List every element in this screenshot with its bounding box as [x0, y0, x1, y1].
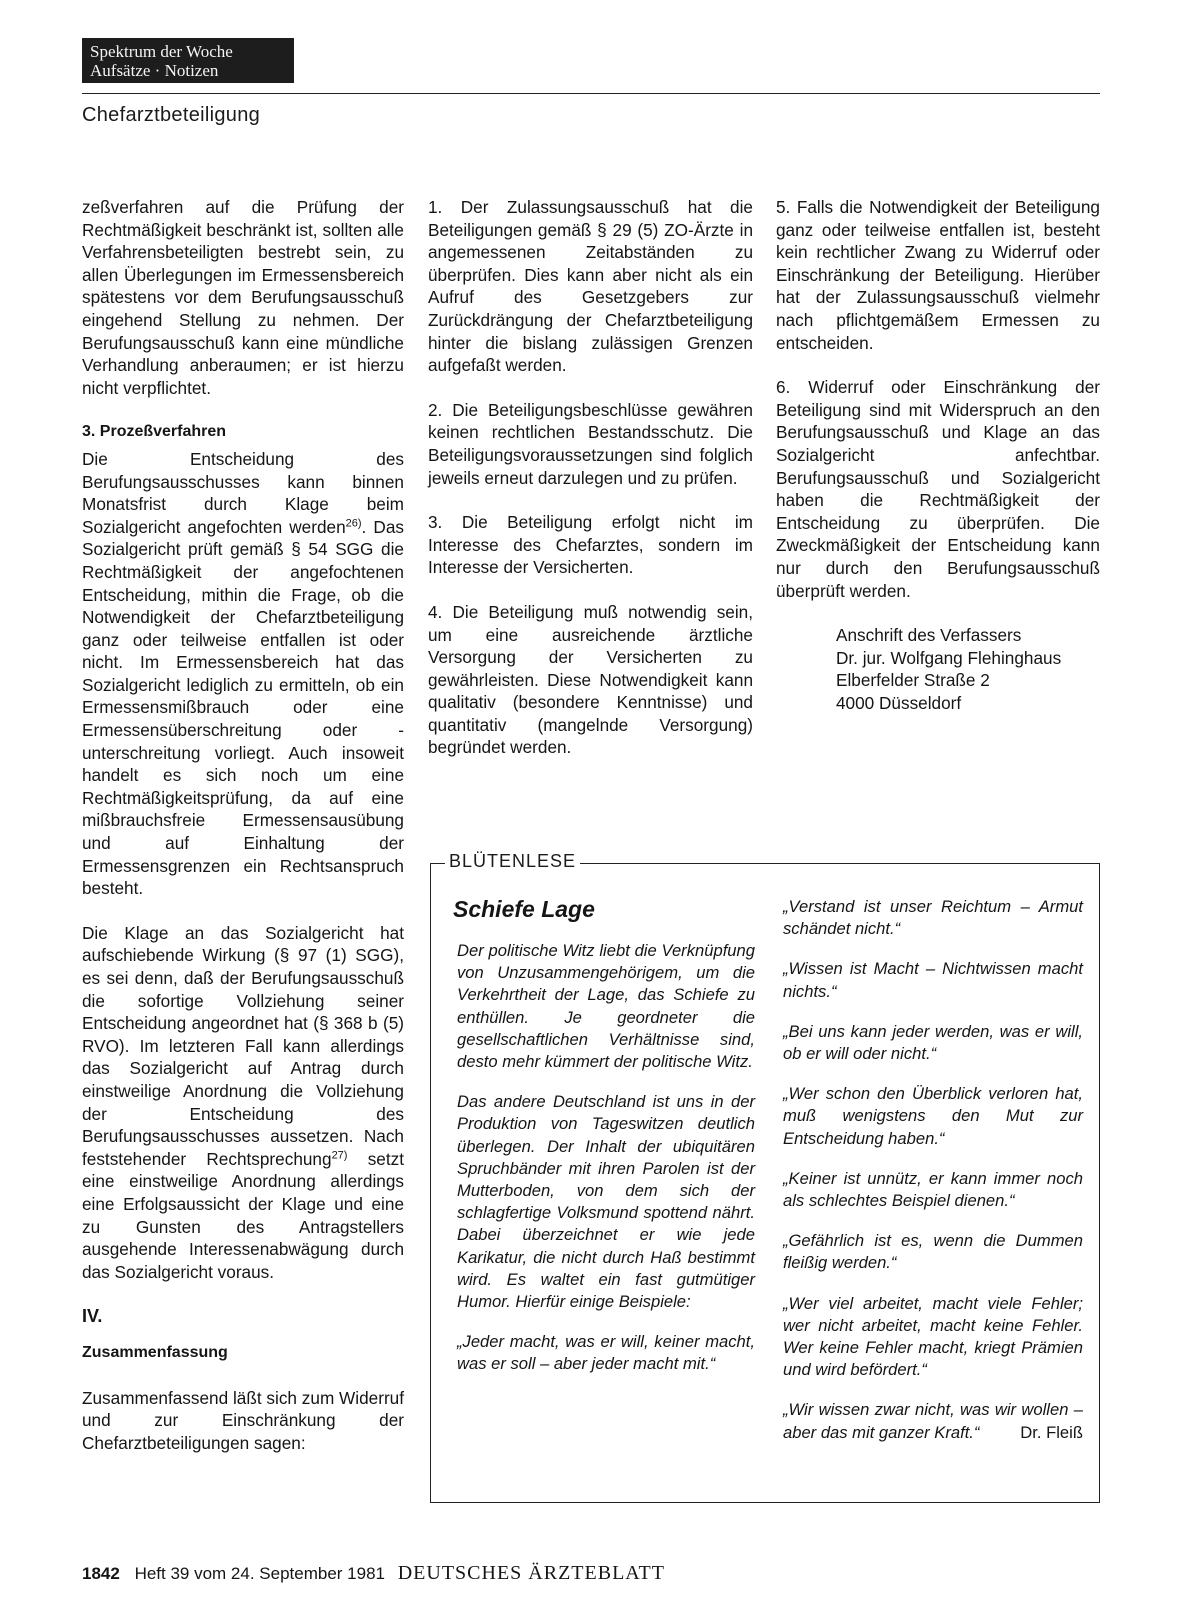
box-quote-1: „Jeder macht, was er will, keiner macht, was er soll – aber jeder macht mit.“	[457, 1332, 755, 1374]
box-quote: „Bei uns kann jeder werden, was er will, ob er will oder nicht.“	[783, 1021, 1083, 1064]
signature: Dr. Fleiß	[1020, 1422, 1083, 1442]
column-1	[82, 196, 404, 1476]
box-quote: „Wissen ist Macht – Nichtwissen macht nichts.“	[783, 959, 1083, 1001]
box-left-column	[457, 940, 755, 1394]
heading-prozessverfahren: 3. Prozeßverfahren	[82, 423, 227, 441]
column-3	[776, 196, 1100, 714]
col1-paragraph-2: Die Entscheidung des Berufungsausschusses kann binnen Monatsfrist durch Klage beim Sozialgericht angefochten werden$^{26)}$. Das Sozialgericht prüft gemäß § 54 SGG die Rechtmäßigkeit der angefochtenen Entscheidung, mithin die Frage, ob die Notwendigkeit der Chefarztbeteiligung ganz oder teilweise entfallen ist oder nicht. Im Ermessensbereich hat das Sozialgericht lediglich zu ermitteln, ob ein Ermessensmißbrauch oder eine Ermessensüberschreitung oder -unterschreitung vorliegt. Auch insoweit handelt es sich noch um eine Rechtmäßigkeitsprüfung, da auf eine mißbrauchsfreie Ermessensausübung und auf Einhaltung der Ermessensgrenzen ein Rechtsanspruch besteht.	[82, 448, 404, 899]
rubric-line-2: Aufsätze · Notizen	[90, 61, 219, 80]
rubric-line-1: Spektrum der Woche	[90, 42, 233, 61]
box-quote-last: „Wir wissen zwar nicht, was wir wollen – aber das mit ganzer Kraft.“ Dr. Fleiß	[783, 1399, 1083, 1443]
col1-paragraph-1: zeßverfahren auf die Prüfung der Rechtmäßigkeit beschränkt ist, sollten alle Verfahrensbeteiligten bestrebt sein, zu allen Überlegungen im Ermessensbereich spätestens vor dem Berufungsausschuß eingehend Stellung zu nehmen. Der Berufungsausschuß kann eine mündliche Verhandlung anberaumen; er ist hierzu nicht verpflichtet.	[82, 197, 404, 398]
header-rule	[82, 93, 1100, 94]
box-right-column	[783, 896, 1083, 1462]
address-line-4: 4000 Düsseldorf	[836, 692, 962, 713]
summary-point-4: 4. Die Beteiligung muß notwendig sein, um eine ausreichende ärztliche Versorgung der Versicherten zu gewährleisten. Diese Notwendigkeit kann qualitativ (besondere Kenntnisse) und quantitativ (mangelnde Versorgung) begründet werden.	[428, 601, 753, 758]
box-quote: „Verstand ist unser Reichtum – Armut schändet nicht.“	[783, 897, 1083, 939]
box-quote: „Keiner ist unnütz, er kann immer noch als schlechtes Beispiel dienen.“	[783, 1168, 1083, 1211]
box-title: Schiefe Lage	[453, 896, 595, 922]
footnote-26: 26)	[345, 516, 362, 529]
address-line-2: Dr. jur. Wolfgang Flehinghaus	[836, 647, 1062, 668]
box-quote: „Wer schon den Überblick verloren hat, muß wenigstens den Mut zur Entscheidung haben.“	[783, 1084, 1083, 1148]
summary-point-1: 1. Der Zulassungsausschuß hat die Beteiligungen gemäß § 29 (5) ZO-Ärzte in angemessenen Zeitabständen zu überprüfen. Dies kann aber nicht als ein Aufruf des Gesetzgebers zur Zurückdrängung der Chefarztbeteiligung hinter die bislang zulässigen Grenzen aufgefaßt werden.	[428, 197, 753, 376]
page-number: 1842	[82, 1564, 120, 1583]
journal-name: DEUTSCHES ÄRZTEBLATT	[397, 1562, 665, 1584]
summary-point-5: 5. Falls die Notwendigkeit der Beteiligung ganz oder teilweise entfallen ist, besteht kein rechtlicher Zwang zu Widerruf oder Einschränkung der Beteiligung. Hierüber hat der Zulassungsausschuß vielmehr nach pflichtgemäßem Ermessen zu entscheiden.	[776, 197, 1100, 353]
column-2	[428, 196, 753, 781]
summary-point-2: 2. Die Beteiligungsbeschlüsse gewähren keinen rechtlichen Bestandsschutz. Die Beteiligungsvoraussetzungen sind folglich jeweils erneut darzulegen und zu prüfen.	[428, 399, 753, 488]
box-quote: „Wer viel arbeitet, macht viele Fehler; wer nicht arbeitet, macht keine Fehler. Wer keine Fehler macht, kriegt Prämien und wird befördert.“	[783, 1293, 1083, 1380]
heading-zusammenfassung: Zusammenfassung	[82, 1343, 228, 1361]
box-paragraph-1: Der politische Witz liebt die Verknüpfung von Unzusammengehörigem, um die Verkehrtheit der Lage, das Schiefe zu enthüllen. Je geordneter die gesellschaftlichen Verhältnisse sind, desto mehr kümmert der politische Witz.	[457, 941, 755, 1072]
bluetenlese-box	[430, 851, 1100, 1503]
heading-roman-iv: IV.	[82, 1306, 103, 1327]
col1-paragraph-3: Die Klage an das Sozialgericht hat aufschiebende Wirkung (§ 97 (1) SGG), es sei denn, daß der Berufungsausschuß die sofortige Vollziehung seiner Entscheidung angeordnet hat (§ 368 b (5) RVO). Im letzteren Fall kann allerdings das Sozialgericht auf Antrag durch einstweilige Anordnung die Vollziehung der Entscheidung des Berufungsausschusses aussetzen. Nach feststehender Rechtsprechung$^{27)}$ setzt eine einstweilige Anordnung allerdings eine Erfolgsaussicht der Klage und eine zu Gunsten des Antragstellers ausgehende Interessenabwägung durch das Sozialgericht voraus.	[82, 922, 405, 1282]
page-footer	[82, 1562, 665, 1585]
issue-info: Heft 39 vom 24. September 1981	[134, 1564, 385, 1583]
box-paragraph-2: Das andere Deutschland ist uns in der Produktion von Tageswitzen deutlich überlegen. Der Inhalt der ubiquitären Spruchbänder mit ihren Parolen ist der Mutterboden, von dem sich der schlagfertige Volksmund spottend nährt. Dabei überzeichnet er wie jede Karikatur, die nicht durch Haß bestimmt wird. Es waltet ein fast gutmütiger Humor. Hierfür einige Beispiele:	[457, 1092, 755, 1312]
author-address	[836, 624, 1100, 714]
box-quote: „Gefährlich ist es, wenn die Dummen fleißig werden.“	[783, 1231, 1083, 1273]
rubric-badge	[82, 38, 294, 83]
address-line-1: Anschrift des Verfassers	[836, 625, 1022, 646]
summary-point-6: 6. Widerruf oder Einschränkung der Beteiligung sind mit Widerspruch an den Berufungsausschuß und Klage an das Sozialgericht anfechtbar. Berufungsausschuß und Sozialgericht haben die Rechtmäßigkeit der Entscheidung zu überprüfen. Die Zweckmäßigkeit der Entscheidung kann nur durch den Berufungsausschuß überprüft werden.	[776, 377, 1100, 601]
address-line-3: Elberfelder Straße 2	[836, 670, 990, 691]
col1-paragraph-4: Zusammenfassend läßt sich zum Widerruf und zur Einschränkung der Chefarztbeteiligungen sagen:	[82, 1387, 404, 1453]
footnote-27: 27)	[331, 1149, 348, 1162]
section-title: Chefarztbeteiligung	[82, 104, 261, 126]
box-label: BLÜTENLESE	[445, 851, 580, 872]
summary-point-3: 3. Die Beteiligung erfolgt nicht im Interesse des Chefarztes, sondern im Interesse der Versicherten.	[428, 512, 753, 578]
